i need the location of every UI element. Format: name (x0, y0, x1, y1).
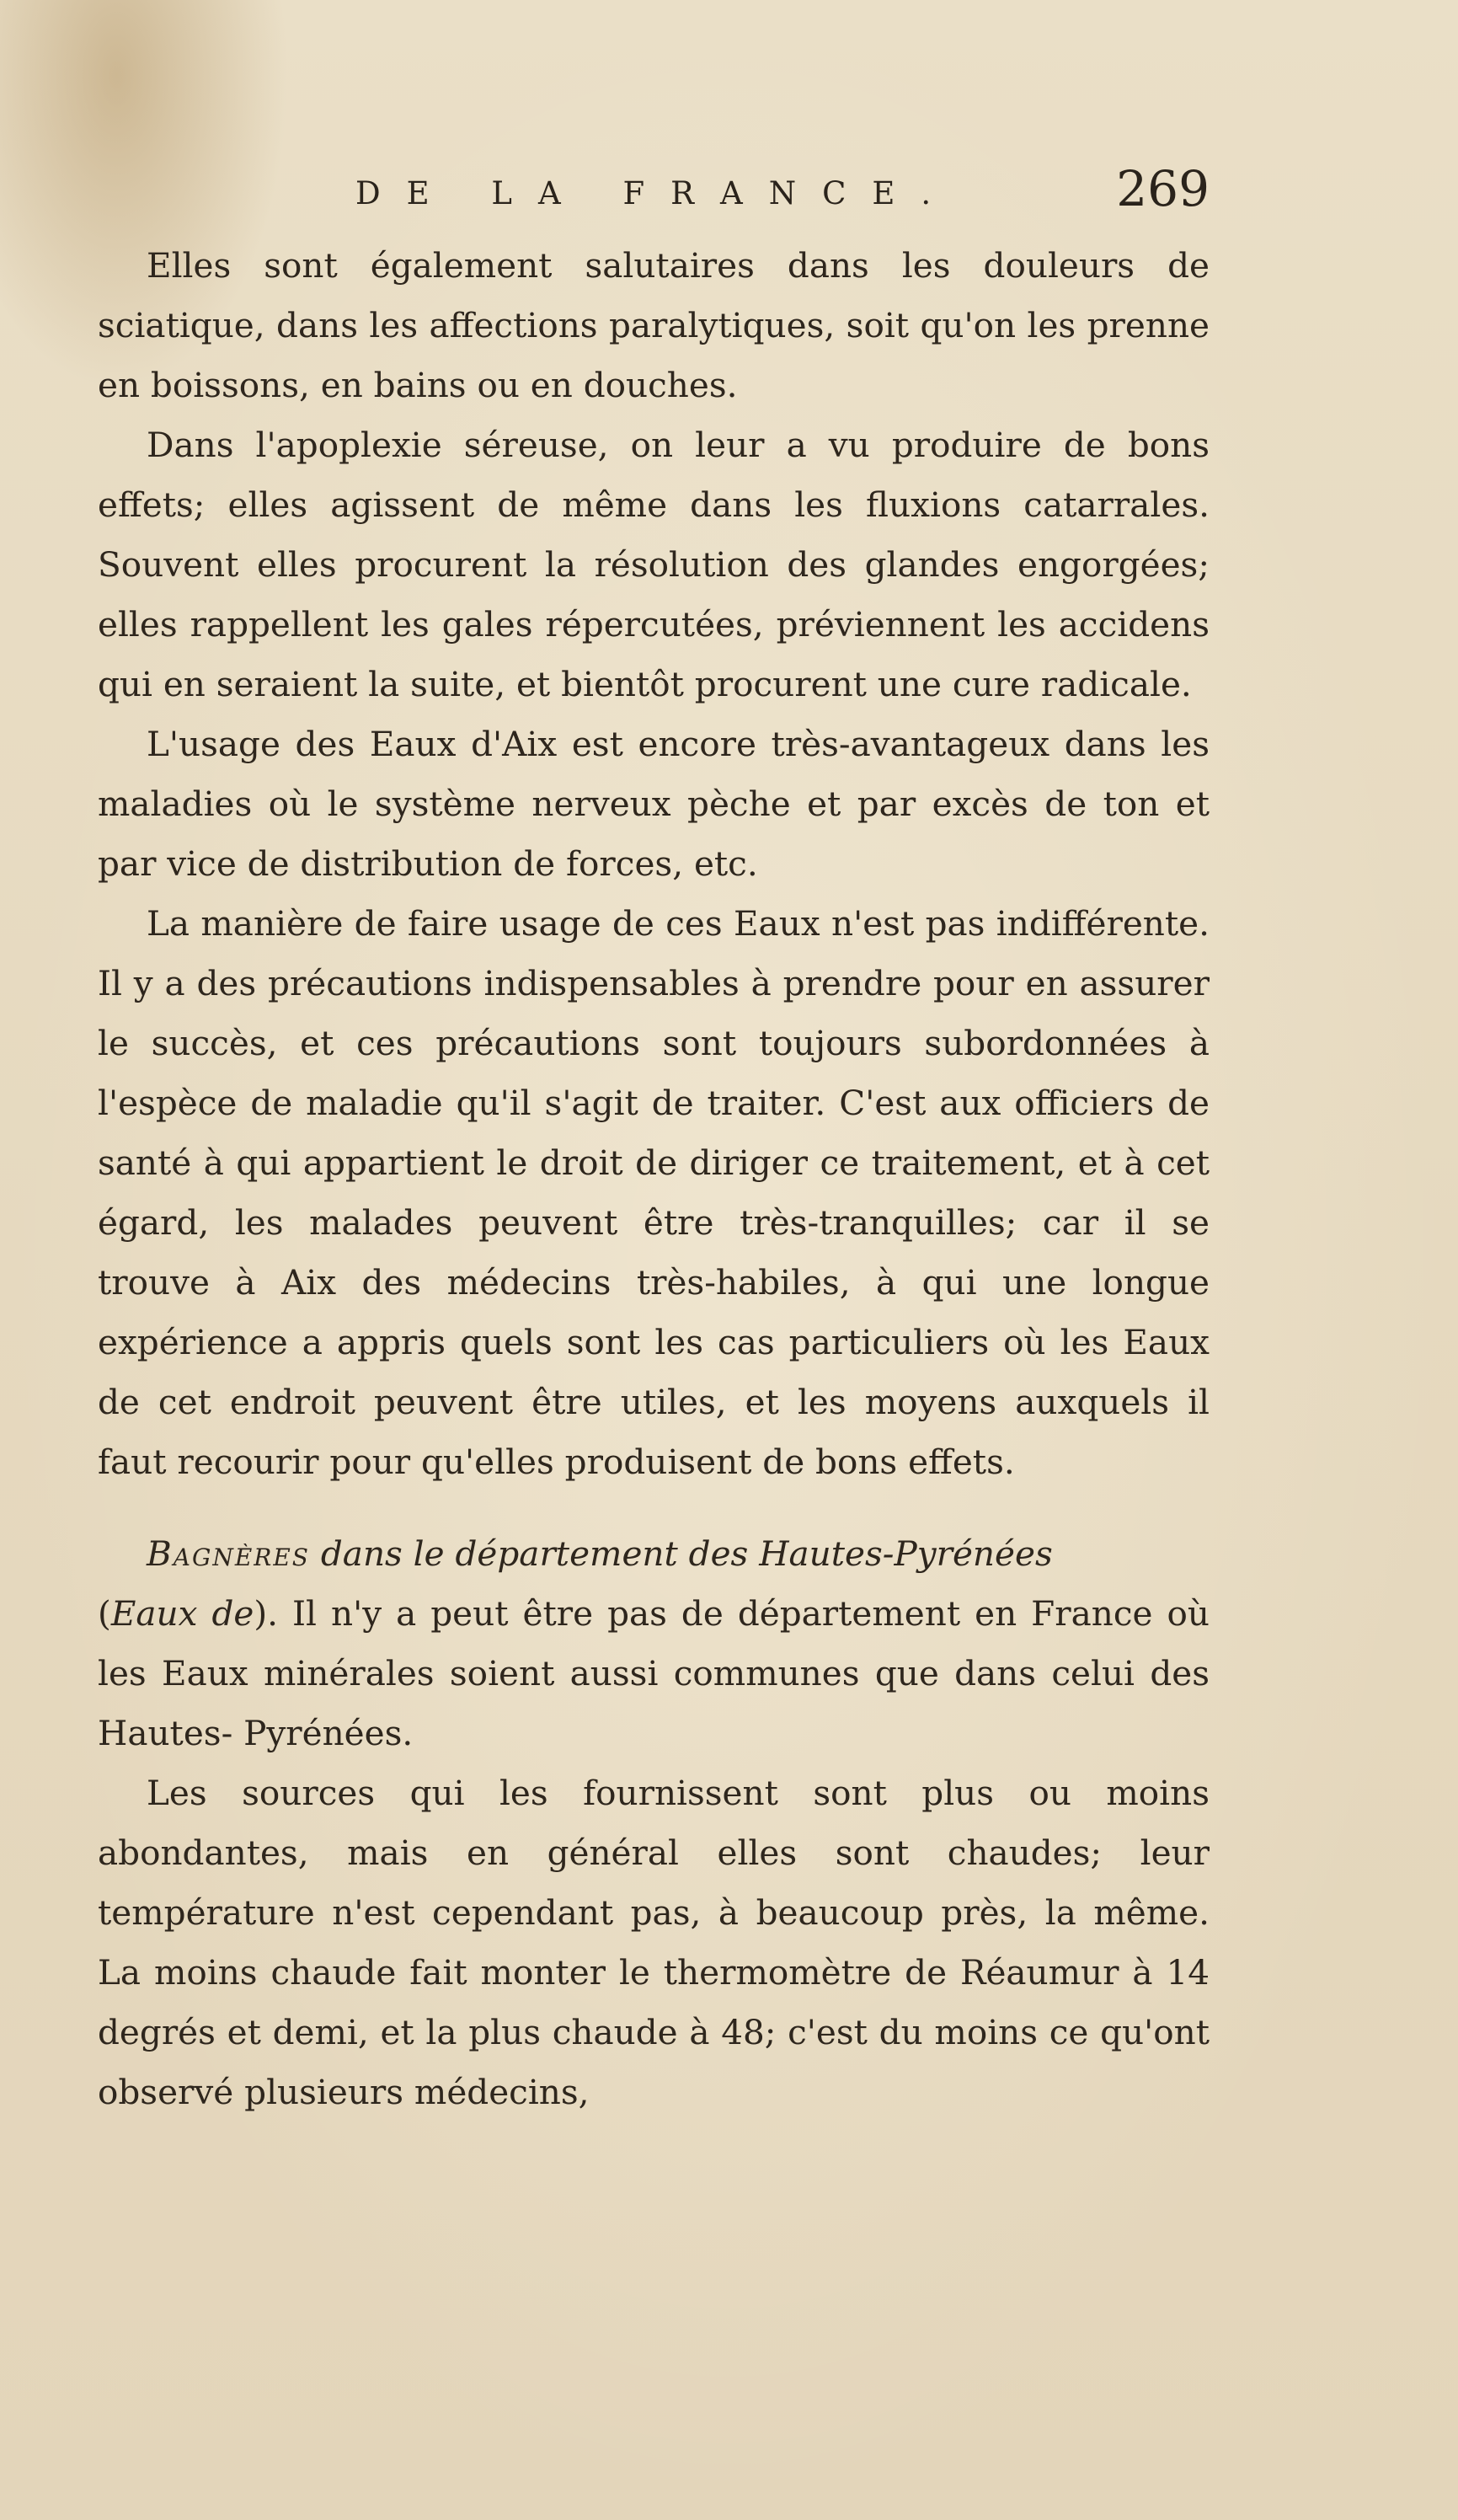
section-intro-text: Il n'y a peut être pas de département en France où les Eaux minérales soient aussi communes que dans celui des Hautes- Pyrénées. (98, 1593, 1210, 1753)
section-heading-name: Bagnères (147, 1533, 310, 1574)
section-bagneres (98, 1524, 1210, 1763)
section-paren-open: ( (98, 1593, 111, 1634)
running-head (98, 160, 1210, 236)
page-number: 269 (1116, 160, 1210, 217)
section-paren-text: Eaux de (110, 1593, 254, 1634)
paragraph-maniere: La manière de faire usage de ces Eaux n'est pas indifférente. Il y a des précautions indispensables à prendre pour en assurer le succès, et ces précautions sont toujours subordonnées à l'espèce de maladie qu'il s'agit de traiter. C'est aux officiers de santé à qui appartient le droit de diriger ce traitement, et à cet égard, les malades peuvent être très-tranquilles; car il se trouve à Aix des médecins très-habiles, à qui une longue expérience a appris quels sont les cas particuliers où les Eaux de cet endroit peuvent être utiles, et les moyens auxquels il faut recourir pour qu'elles produisent de bons effets. (98, 903, 1210, 1482)
paragraph-apoplexie: Dans l'apoplexie séreuse, on leur a vu produire de bons effets; elles agissent de même dans les fluxions catarrales. Souvent elles procurent la résolution des glandes engorgées; elles rappellent les gales répercutées, préviennent les accidens qui en seraient la suite, et bientôt procurent une cure radicale. (98, 425, 1210, 704)
book-page (98, 160, 1210, 2122)
body-text (98, 236, 1210, 2122)
paragraph-sources: Les sources qui les fournissent sont plus ou moins abondantes, mais en général elles sont chaudes; leur température n'est cependant pas, à beaucoup près, la même. La moins chaude fait monter le thermomètre de Réaumur à 14 degrés et demi, et la plus chaude à 48; c'est du moins ce qu'ont observé plusieurs médecins, (98, 1773, 1210, 2112)
section-paren-close: ). (254, 1593, 279, 1634)
paragraph-usage-aix: L'usage des Eaux d'Aix est encore très-avantageux dans les maladies où le système nerveux pèche et par excès de ton et par vice de distribution de forces, etc. (98, 724, 1210, 884)
paragraph-sciatique: Elles sont également salutaires dans les douleurs de sciatique, dans les affections paralytiques, soit qu'on les prenne en boissons, en bains ou en douches. (98, 245, 1210, 405)
running-title: DE LA FRANCE. (355, 175, 958, 211)
section-heading-rest: dans le département des Hautes-Pyrénées (310, 1533, 1053, 1574)
